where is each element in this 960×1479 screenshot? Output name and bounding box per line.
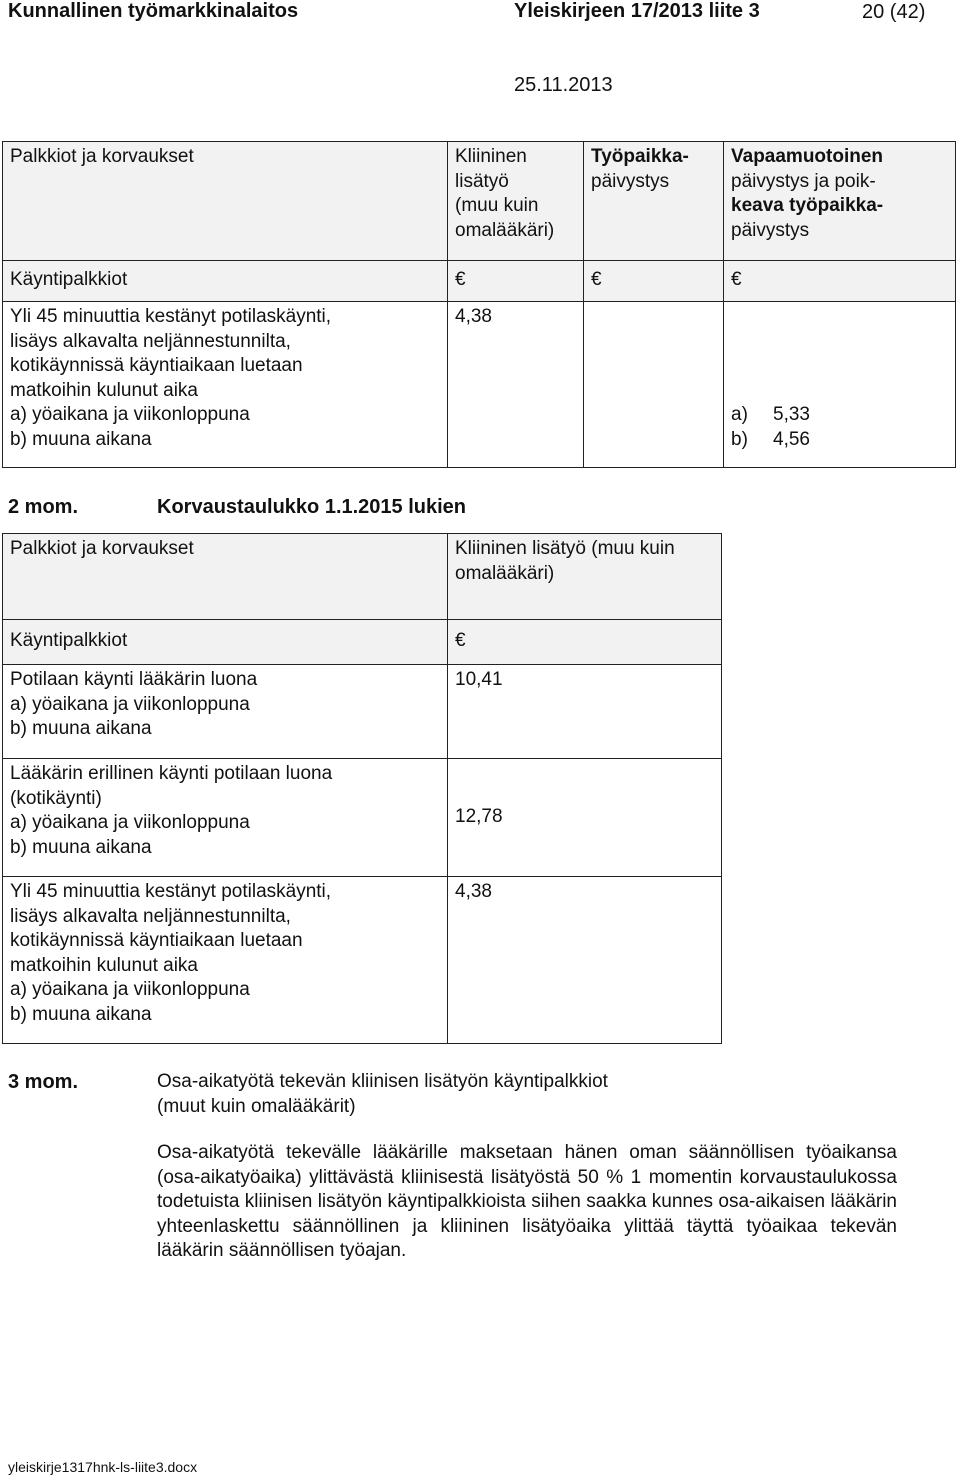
value-key: b) (731, 428, 748, 450)
value-amount: 5,33 (773, 404, 810, 425)
row-label (3, 665, 448, 759)
row-label-line: Lääkärin erillinen käynti potilaan luona (10, 763, 333, 784)
title-line: (muut kuin omalääkärit) (157, 1095, 356, 1117)
row-value-free-form (724, 302, 956, 468)
row-value: 12,78 (448, 759, 722, 877)
title-line: Osa-aikatyötä tekevän kliinisen lisätyön käyntipalkkiot (157, 1071, 608, 1092)
header-line: Kliininen (455, 146, 527, 167)
header-line: päivystys (731, 219, 810, 241)
document-reference: Yleiskirjeen 17/2013 liite 3 (514, 0, 760, 22)
currency-symbol: € (584, 261, 724, 302)
table-header-row (3, 534, 722, 620)
row-label-line: a) yöaikana ja viikonloppuna (10, 979, 250, 1000)
column-header-fees: Palkkiot ja korvaukset (3, 142, 448, 261)
row-label-line: a) yöaikana ja viikonloppuna (10, 812, 250, 833)
table-section-row (3, 620, 722, 665)
page-number: 20 (42) (862, 1, 926, 23)
table-row (3, 877, 722, 1044)
header-line: Kliininen lisätyö (muu kuin (455, 538, 675, 559)
row-label-line: Potilaan käynti lääkärin luona (10, 669, 258, 690)
table-section-row (3, 261, 956, 302)
fees-table-2015 (2, 533, 722, 1044)
row-label-line: matkoihin kulunut aika (10, 954, 198, 976)
row-label-line: (kotikäynti) (10, 787, 102, 809)
value-line-a (731, 403, 948, 428)
column-header-workplace-duty (584, 142, 724, 261)
header-line: lisätyö (455, 170, 509, 192)
row-label-line: a) yöaikana ja viikonloppuna (10, 404, 250, 425)
column-header-clinical-extra-work (448, 534, 722, 620)
header-line: Vapaamuotoinen (731, 146, 884, 167)
row-label-line: lisäys alkavalta neljännestunnilta, (10, 330, 291, 352)
row-value-workplace (584, 302, 724, 468)
row-label-line: matkoihin kulunut aika (10, 379, 198, 401)
currency-symbol: € (448, 620, 722, 665)
row-value: 4,38 (448, 877, 722, 1044)
section-2-title: Korvaustaulukko 1.1.2015 lukien (157, 496, 467, 518)
header-line: omalääkäri) (455, 562, 555, 584)
table-header-row (3, 142, 956, 261)
value-key: a) (731, 404, 748, 425)
section-3-label: 3 mom. (8, 1071, 79, 1093)
fees-table-current (2, 141, 956, 468)
row-label (3, 759, 448, 877)
row-label-line: b) muuna aikana (10, 1003, 152, 1025)
section-label: Käyntipalkkiot (3, 620, 448, 665)
organization-name: Kunnallinen työmarkkinalaitos (8, 0, 299, 22)
row-value: 10,41 (448, 665, 722, 759)
row-label (3, 302, 448, 468)
row-label-line: b) muuna aikana (10, 718, 152, 739)
row-label (3, 877, 448, 1044)
header-line: päivystys (591, 170, 670, 192)
currency-symbol: € (448, 261, 584, 302)
section-3-paragraph: Osa-aikatyötä tekevälle lääkärille maksetaan hänen oman säännöllisen työaikansa (osa-aikatyöaika) ylittävästä kliinisestä lisätyöstä 50 % 1 momentin korvaustaulukossa todetuista kliinisen lisätyön käyntipalkkioista siihen saakka kunnes osa-aikaisen lääkärin yhteenlaskettu säännöllinen ja kliininen lisätyöaika ylittää täyttä työaikaa tekevän lääkärin säännöllisen työajan. (157, 1142, 897, 1261)
section-3-title (157, 1070, 877, 1119)
value-line-b (731, 428, 948, 453)
header-line: Työpaikka- (591, 146, 689, 167)
section-label: Käyntipalkkiot (3, 261, 448, 302)
column-header-fees: Palkkiot ja korvaukset (3, 534, 448, 620)
row-label-line: kotikäynnissä käyntiaikaan luetaan (10, 355, 303, 376)
row-label-line: b) muuna aikana (10, 836, 152, 858)
row-label-line: kotikäynnissä käyntiaikaan luetaan (10, 930, 303, 951)
header-line: päivystys ja poik- (731, 170, 876, 192)
column-header-clinical-extra-work (448, 142, 584, 261)
row-value-clinical: 4,38 (448, 302, 584, 468)
currency-symbol: € (724, 261, 956, 302)
table-row (3, 759, 722, 877)
row-label-line: Yli 45 minuuttia kestänyt potilaskäynti, (10, 306, 332, 327)
row-label-line: a) yöaikana ja viikonloppuna (10, 693, 250, 715)
value-amount: 4,56 (773, 428, 810, 450)
table-row (3, 302, 956, 468)
column-header-free-form-duty (724, 142, 956, 261)
row-label-line: Yli 45 minuuttia kestänyt potilaskäynti, (10, 881, 332, 902)
footer-filename: yleiskirje1317hnk-ls-liite3.docx (8, 1459, 198, 1475)
header-line: keava työpaikka- (731, 195, 884, 216)
row-label-line: b) muuna aikana (10, 428, 152, 450)
section-2-label: 2 mom. (8, 496, 79, 518)
row-label-line: lisäys alkavalta neljännestunnilta, (10, 905, 291, 927)
header-line: (muu kuin (455, 195, 539, 216)
table-row (3, 665, 722, 759)
document-date: 25.11.2013 (514, 74, 613, 96)
header-line: omalääkäri) (455, 219, 555, 241)
